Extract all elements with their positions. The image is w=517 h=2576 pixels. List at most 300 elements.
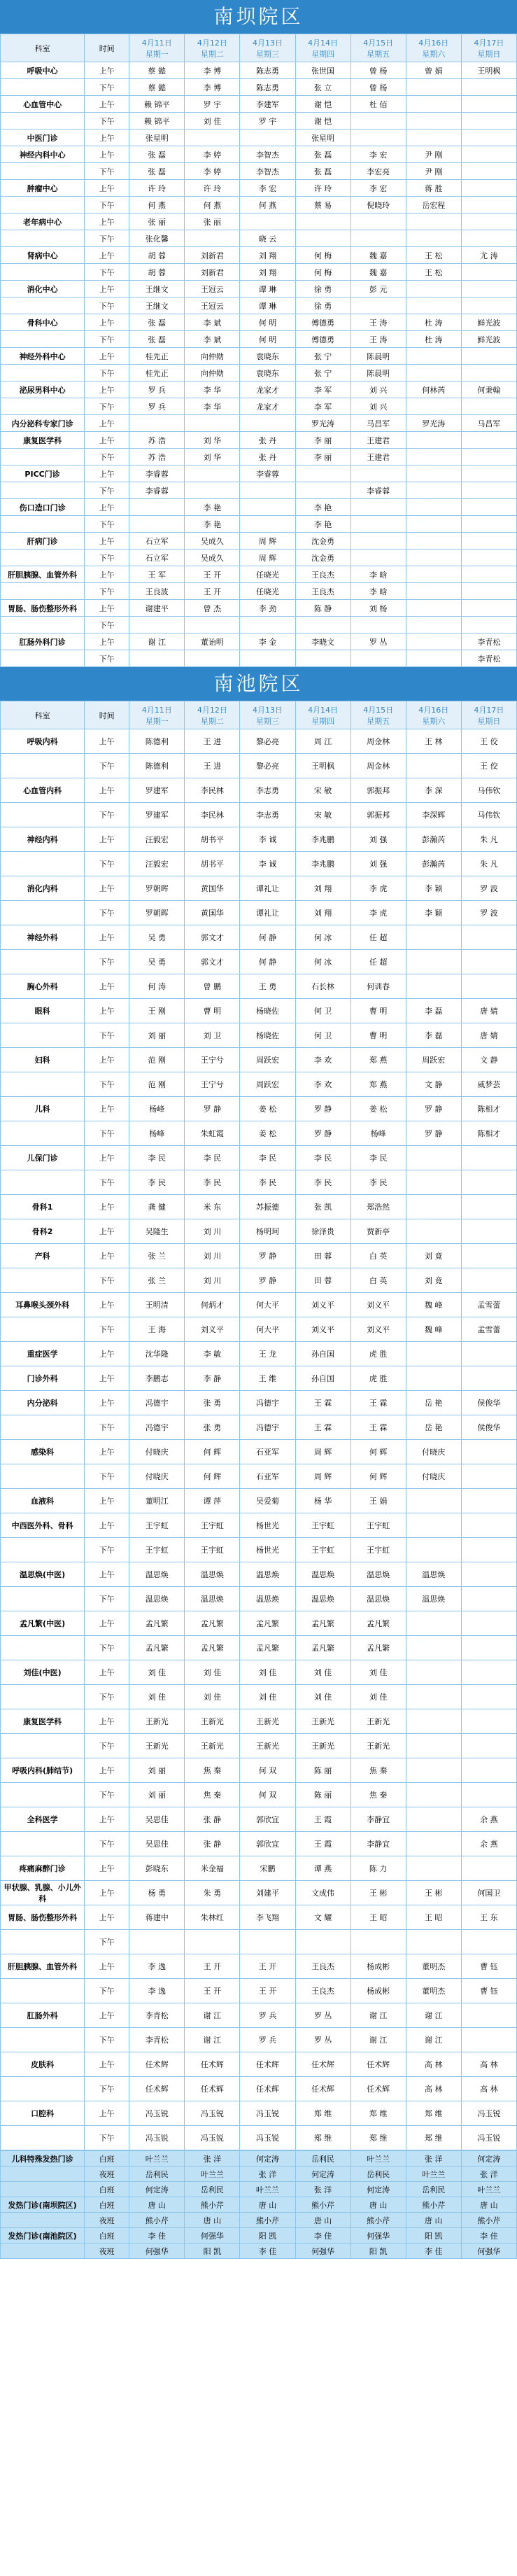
doctor-cell: 冯德宇 bbox=[129, 1415, 185, 1440]
time-cell: 上午 bbox=[85, 1611, 129, 1636]
time-cell: 上午 bbox=[85, 2052, 129, 2077]
doctor-cell: 张 洋 bbox=[406, 2151, 461, 2166]
doctor-cell: 李 敏 bbox=[185, 1342, 240, 1366]
doctor-cell: 曹 明 bbox=[185, 999, 240, 1023]
doctor-cell bbox=[461, 1538, 516, 1562]
time-cell: 下午 bbox=[85, 1464, 129, 1489]
doctor-cell bbox=[406, 550, 461, 566]
doctor-cell: 彭瀚芮 bbox=[406, 827, 461, 852]
doctor-cell: 何强华 bbox=[461, 2244, 516, 2259]
time-cell: 上午 bbox=[85, 1489, 129, 1513]
doctor-cell: 龙家才 bbox=[240, 398, 295, 415]
doctor-cell: 桂先正 bbox=[129, 348, 185, 365]
doctor-cell: 杨世光 bbox=[240, 1513, 295, 1538]
doctor-cell: 何 双 bbox=[240, 1783, 295, 1807]
time-cell: 下午 bbox=[85, 550, 129, 566]
department-cell bbox=[1, 1783, 85, 1807]
doctor-cell: 李晓文 bbox=[295, 634, 350, 650]
time-cell: 上午 bbox=[85, 1440, 129, 1464]
doctor-cell: 张 丽 bbox=[185, 214, 240, 230]
doctor-cell: 王 昭 bbox=[350, 1905, 406, 1930]
doctor-cell: 王 龙 bbox=[240, 1342, 295, 1366]
department-cell: 肿瘤中心 bbox=[1, 180, 85, 197]
doctor-cell: 罗 丛 bbox=[350, 634, 406, 650]
doctor-cell bbox=[406, 925, 461, 950]
doctor-cell bbox=[406, 600, 461, 617]
department-cell bbox=[1, 803, 85, 827]
doctor-cell: 赖 锦平 bbox=[129, 96, 185, 113]
doctor-cell: 桂先正 bbox=[129, 365, 185, 382]
doctor-cell: 王 海 bbox=[129, 1317, 185, 1342]
department-cell: 口腔科 bbox=[1, 2101, 85, 2126]
time-cell: 上午 bbox=[85, 2003, 129, 2028]
doctor-cell: 李兆鹏 bbox=[295, 827, 350, 852]
schedule-row bbox=[1, 146, 517, 163]
doctor-cell: 付晓庆 bbox=[129, 1464, 185, 1489]
schedule-row bbox=[1, 516, 517, 533]
doctor-cell: 谢 江 bbox=[129, 634, 185, 650]
doctor-cell: 李 静 bbox=[185, 1366, 240, 1391]
doctor-cell: 许 玲 bbox=[129, 180, 185, 197]
time-cell: 下午 bbox=[85, 2077, 129, 2101]
department-cell bbox=[1, 950, 85, 974]
time-cell: 上午 bbox=[85, 566, 129, 583]
doctor-cell: 龚 健 bbox=[129, 1195, 185, 1219]
doctor-cell: 曾 娟 bbox=[406, 62, 461, 79]
doctor-cell: 罗朝晖 bbox=[129, 901, 185, 925]
doctor-cell bbox=[406, 566, 461, 583]
doctor-cell: 唐 山 bbox=[240, 2197, 295, 2213]
department-cell bbox=[1, 1170, 85, 1195]
doctor-cell: 刘新君 bbox=[185, 247, 240, 264]
doctor-cell: 冯玉锐 bbox=[185, 2126, 240, 2150]
doctor-cell bbox=[461, 482, 516, 499]
doctor-cell: 叶兰兰 bbox=[129, 2151, 185, 2166]
doctor-cell bbox=[461, 465, 516, 482]
time-cell: 下午 bbox=[85, 1685, 129, 1709]
header-cell: 4月11日 星期一 bbox=[129, 34, 185, 62]
doctor-cell: 叶兰兰 bbox=[240, 2182, 295, 2197]
time-cell: 下午 bbox=[85, 1832, 129, 1856]
doctor-cell: 罗光涛 bbox=[295, 415, 350, 432]
doctor-cell: 付晓庆 bbox=[129, 1440, 185, 1464]
doctor-cell: 刘 佳 bbox=[240, 1660, 295, 1685]
schedule-row bbox=[1, 1562, 517, 1587]
schedule-row bbox=[1, 1072, 517, 1097]
doctor-cell: 叶兰兰 bbox=[461, 2182, 516, 2197]
department-cell bbox=[1, 1464, 85, 1489]
doctor-cell: 李民林 bbox=[185, 778, 240, 803]
department-cell bbox=[1, 398, 85, 415]
time-cell: 上午 bbox=[85, 634, 129, 650]
doctor-cell bbox=[406, 617, 461, 634]
doctor-cell: 李鹏志 bbox=[129, 1366, 185, 1391]
doctor-cell: 孙自国 bbox=[295, 1366, 350, 1391]
doctor-cell: 马昌军 bbox=[461, 415, 516, 432]
doctor-cell bbox=[461, 1660, 516, 1685]
doctor-cell: 张 立 bbox=[295, 79, 350, 96]
department-cell: 肛肠外科 bbox=[1, 2003, 85, 2028]
doctor-cell: 高 林 bbox=[406, 2077, 461, 2101]
doctor-cell: 曹 钰 bbox=[461, 1979, 516, 2003]
doctor-cell: 许 玲 bbox=[185, 180, 240, 197]
schedule-row bbox=[1, 827, 517, 852]
doctor-cell: 张 兰 bbox=[129, 1244, 185, 1268]
doctor-cell: 王宁兮 bbox=[185, 1072, 240, 1097]
doctor-cell: 任术辉 bbox=[129, 2077, 185, 2101]
doctor-cell bbox=[461, 1219, 516, 1244]
time-cell: 夜班 bbox=[85, 2166, 129, 2182]
doctor-cell bbox=[461, 163, 516, 180]
doctor-cell: 冯玉锐 bbox=[461, 2126, 516, 2150]
doctor-cell: 孟凡繁 bbox=[185, 1636, 240, 1660]
department-cell: 骨科1 bbox=[1, 1195, 85, 1219]
department-cell: 胸心外科 bbox=[1, 974, 85, 999]
department-cell: 康复医学科 bbox=[1, 1709, 85, 1734]
doctor-cell: 何 辉 bbox=[350, 1440, 406, 1464]
campus-b-table bbox=[0, 701, 517, 2150]
doctor-cell: 王良杰 bbox=[295, 583, 350, 600]
department-cell bbox=[1, 2126, 85, 2150]
doctor-cell bbox=[461, 974, 516, 999]
doctor-cell bbox=[406, 533, 461, 550]
doctor-cell: 孟凡繁 bbox=[350, 1611, 406, 1636]
doctor-cell: 冯玉锐 bbox=[129, 2126, 185, 2150]
schedule-row bbox=[1, 113, 517, 130]
time-cell: 上午 bbox=[85, 1856, 129, 1881]
doctor-cell: 高 林 bbox=[406, 2052, 461, 2077]
doctor-cell bbox=[406, 1734, 461, 1758]
doctor-cell: 杨峰 bbox=[129, 1097, 185, 1121]
doctor-cell: 刘 丽 bbox=[129, 1023, 185, 1048]
doctor-cell: 文 耀 bbox=[295, 1905, 350, 1930]
time-cell: 下午 bbox=[85, 583, 129, 600]
doctor-cell: 王良波 bbox=[129, 583, 185, 600]
time-cell: 上午 bbox=[85, 96, 129, 113]
doctor-cell: 李 丽 bbox=[295, 432, 350, 449]
doctor-cell bbox=[129, 516, 185, 533]
schedule-row bbox=[1, 2228, 517, 2244]
department-cell: 甲状腺、乳腺、小儿外科 bbox=[1, 1881, 85, 1905]
doctor-cell: 冯玉锐 bbox=[461, 2101, 516, 2126]
time-cell: 下午 bbox=[85, 1783, 129, 1807]
doctor-cell: 李 磊 bbox=[406, 999, 461, 1023]
schedule-row bbox=[1, 1979, 517, 2003]
doctor-cell: 焦 秦 bbox=[185, 1783, 240, 1807]
doctor-cell: 谢 江 bbox=[350, 2003, 406, 2028]
doctor-cell: 余 燕 bbox=[461, 1807, 516, 1832]
department-cell: 呼吸内科(肺结节) bbox=[1, 1758, 85, 1783]
department-cell bbox=[1, 449, 85, 465]
doctor-cell: 李睿蓉 bbox=[240, 465, 295, 482]
department-cell bbox=[1, 1587, 85, 1611]
time-cell: 上午 bbox=[85, 432, 129, 449]
schedule-row bbox=[1, 1268, 517, 1293]
doctor-cell: 吴思佳 bbox=[129, 1807, 185, 1832]
doctor-cell bbox=[185, 617, 240, 634]
doctor-cell: 王建君 bbox=[350, 432, 406, 449]
doctor-cell: 杨明珂 bbox=[240, 1219, 295, 1244]
doctor-cell: 张 磊 bbox=[295, 163, 350, 180]
doctor-cell: 李青松 bbox=[461, 634, 516, 650]
doctor-cell: 王 霖 bbox=[295, 1415, 350, 1440]
doctor-cell: 焦 秦 bbox=[350, 1758, 406, 1783]
time-cell: 下午 bbox=[85, 298, 129, 314]
doctor-cell: 温思焕 bbox=[406, 1562, 461, 1587]
doctor-cell: 岳利民 bbox=[350, 2166, 406, 2182]
doctor-cell: 罗 静 bbox=[240, 1268, 295, 1293]
doctor-cell: 周金林 bbox=[350, 754, 406, 778]
doctor-cell: 李睿蓉 bbox=[129, 482, 185, 499]
doctor-cell: 刘义平 bbox=[295, 1293, 350, 1317]
doctor-cell: 沈金勇 bbox=[295, 550, 350, 566]
time-cell: 下午 bbox=[85, 516, 129, 533]
department-cell bbox=[1, 230, 85, 247]
time-cell: 上午 bbox=[85, 130, 129, 146]
department-cell bbox=[1, 264, 85, 281]
doctor-cell: 何定涛 bbox=[295, 2166, 350, 2182]
doctor-cell: 刘 杨 bbox=[350, 600, 406, 617]
doctor-cell: 孟凡繁 bbox=[350, 1636, 406, 1660]
schedule-row bbox=[1, 999, 517, 1023]
doctor-cell bbox=[461, 180, 516, 197]
doctor-cell: 叶兰兰 bbox=[350, 2151, 406, 2166]
department-cell bbox=[1, 1685, 85, 1709]
doctor-cell: 威梦芸 bbox=[461, 1072, 516, 1097]
doctor-cell: 谢建平 bbox=[129, 600, 185, 617]
department-cell: 心血管内科 bbox=[1, 778, 85, 803]
time-cell: 白班 bbox=[85, 2182, 129, 2197]
schedule-row bbox=[1, 1415, 517, 1440]
doctor-cell bbox=[240, 617, 295, 634]
time-cell: 上午 bbox=[85, 1219, 129, 1244]
schedule-row bbox=[1, 96, 517, 113]
time-cell: 上午 bbox=[85, 382, 129, 398]
doctor-cell: 赖 锦平 bbox=[129, 113, 185, 130]
doctor-cell: 李 晗 bbox=[350, 583, 406, 600]
doctor-cell: 李 博 bbox=[185, 62, 240, 79]
doctor-cell: 王 昭 bbox=[406, 1905, 461, 1930]
doctor-cell bbox=[185, 465, 240, 482]
doctor-cell: 唐 婧 bbox=[461, 999, 516, 1023]
doctor-cell: 孟雪蕾 bbox=[461, 1293, 516, 1317]
time-cell: 上午 bbox=[85, 1807, 129, 1832]
department-cell: 骨科2 bbox=[1, 1219, 85, 1244]
doctor-cell bbox=[406, 465, 461, 482]
doctor-cell: 王 娟 bbox=[350, 1489, 406, 1513]
doctor-cell bbox=[240, 214, 295, 230]
doctor-cell: 曾 鹏 bbox=[185, 974, 240, 999]
doctor-cell: 李 宏 bbox=[240, 180, 295, 197]
doctor-cell: 李 艳 bbox=[295, 516, 350, 533]
doctor-cell bbox=[461, 1366, 516, 1391]
doctor-cell: 熊小芹 bbox=[129, 2213, 185, 2228]
department-cell bbox=[1, 331, 85, 348]
doctor-cell: 高 林 bbox=[461, 2052, 516, 2077]
doctor-cell: 任 超 bbox=[350, 950, 406, 974]
department-cell: 神经外科中心 bbox=[1, 348, 85, 365]
schedule-row bbox=[1, 499, 517, 516]
doctor-cell: 谢 江 bbox=[185, 2028, 240, 2052]
doctor-cell: 吴 勇 bbox=[129, 950, 185, 974]
doctor-cell: 任术辉 bbox=[185, 2052, 240, 2077]
doctor-cell bbox=[461, 950, 516, 974]
doctor-cell: 周跃宏 bbox=[240, 1072, 295, 1097]
doctor-cell: 任术辉 bbox=[295, 2077, 350, 2101]
doctor-cell: 李 艳 bbox=[185, 499, 240, 516]
department-cell bbox=[1, 482, 85, 499]
doctor-cell: 李 欢 bbox=[295, 1072, 350, 1097]
doctor-cell bbox=[350, 650, 406, 667]
department-cell bbox=[1, 2213, 85, 2228]
doctor-cell: 田 蓉 bbox=[295, 1244, 350, 1268]
department-cell bbox=[1, 2028, 85, 2052]
doctor-cell bbox=[350, 214, 406, 230]
doctor-cell: 尤 涛 bbox=[461, 247, 516, 264]
doctor-cell bbox=[461, 197, 516, 214]
doctor-cell: 王 进 bbox=[185, 754, 240, 778]
schedule-row bbox=[1, 1048, 517, 1072]
doctor-cell bbox=[461, 533, 516, 550]
schedule-row bbox=[1, 600, 517, 617]
doctor-cell: 温思焕 bbox=[185, 1587, 240, 1611]
schedule-row bbox=[1, 331, 517, 348]
doctor-cell bbox=[461, 1636, 516, 1660]
doctor-cell: 刘 翔 bbox=[295, 876, 350, 901]
doctor-cell bbox=[406, 950, 461, 974]
doctor-cell bbox=[406, 1219, 461, 1244]
doctor-cell: 何林芮 bbox=[406, 382, 461, 398]
doctor-cell: 罗 静 bbox=[240, 1244, 295, 1268]
doctor-cell: 吴思佳 bbox=[129, 1832, 185, 1856]
doctor-cell: 刘 卫 bbox=[185, 1023, 240, 1048]
doctor-cell: 郑 维 bbox=[406, 2101, 461, 2126]
doctor-cell: 杨晓佐 bbox=[240, 1023, 295, 1048]
time-cell: 下午 bbox=[85, 1268, 129, 1293]
doctor-cell bbox=[129, 499, 185, 516]
schedule-row bbox=[1, 901, 517, 925]
doctor-cell bbox=[461, 214, 516, 230]
time-cell: 上午 bbox=[85, 180, 129, 197]
doctor-cell: 阳 凯 bbox=[350, 2244, 406, 2259]
doctor-cell: 黄国华 bbox=[185, 876, 240, 901]
doctor-cell: 苏振德 bbox=[240, 1195, 295, 1219]
doctor-cell: 姜 松 bbox=[350, 1097, 406, 1121]
doctor-cell: 白 英 bbox=[350, 1244, 406, 1268]
schedule-row bbox=[1, 617, 517, 634]
doctor-cell: 李 婷 bbox=[185, 146, 240, 163]
doctor-cell: 李 劲 bbox=[240, 600, 295, 617]
doctor-cell bbox=[129, 415, 185, 432]
doctor-cell bbox=[461, 79, 516, 96]
doctor-cell bbox=[240, 130, 295, 146]
doctor-cell bbox=[461, 1195, 516, 1219]
time-cell: 下午 bbox=[85, 197, 129, 214]
doctor-cell bbox=[350, 230, 406, 247]
doctor-cell: 何 燕 bbox=[240, 197, 295, 214]
doctor-cell: 文 静 bbox=[461, 1048, 516, 1072]
department-cell: 耳鼻喉头颈外科 bbox=[1, 1293, 85, 1317]
doctor-cell: 苏 浩 bbox=[129, 432, 185, 449]
doctor-cell: 李智杰 bbox=[240, 163, 295, 180]
doctor-cell: 李志勇 bbox=[240, 778, 295, 803]
schedule-row bbox=[1, 1293, 517, 1317]
doctor-cell: 郭文才 bbox=[185, 925, 240, 950]
schedule-row bbox=[1, 1244, 517, 1268]
schedule-row bbox=[1, 180, 517, 197]
schedule-row bbox=[1, 264, 517, 281]
campus-a-title: 南坝院区 bbox=[0, 0, 517, 34]
doctor-cell: 何 明 bbox=[240, 331, 295, 348]
doctor-cell: 任术辉 bbox=[350, 2052, 406, 2077]
doctor-cell: 何 卫 bbox=[295, 1023, 350, 1048]
doctor-cell: 温思焕 bbox=[240, 1562, 295, 1587]
doctor-cell bbox=[295, 1930, 350, 1954]
doctor-cell: 李 佳 bbox=[129, 2228, 185, 2244]
doctor-cell: 张 磊 bbox=[129, 146, 185, 163]
doctor-cell: 王宁兮 bbox=[185, 1048, 240, 1072]
department-cell: 眼科 bbox=[1, 999, 85, 1023]
doctor-cell: 徐 勇 bbox=[295, 298, 350, 314]
doctor-cell: 王 开 bbox=[185, 583, 240, 600]
doctor-cell: 彭晓东 bbox=[129, 1856, 185, 1881]
doctor-cell: 李 金 bbox=[240, 634, 295, 650]
doctor-cell: 董明杰 bbox=[406, 1954, 461, 1979]
doctor-cell: 刘 华 bbox=[185, 432, 240, 449]
doctor-cell: 刘 兴 bbox=[350, 398, 406, 415]
doctor-cell: 王新光 bbox=[129, 1734, 185, 1758]
doctor-cell: 何国卫 bbox=[461, 1881, 516, 1905]
department-cell: 肾病中心 bbox=[1, 247, 85, 264]
header-cell: 4月15日 星期五 bbox=[350, 34, 406, 62]
doctor-cell: 高 林 bbox=[461, 2077, 516, 2101]
doctor-cell bbox=[461, 230, 516, 247]
doctor-cell: 周金林 bbox=[350, 729, 406, 754]
doctor-cell: 刘 佳 bbox=[185, 113, 240, 130]
doctor-cell bbox=[406, 1538, 461, 1562]
doctor-cell: 张 磊 bbox=[129, 163, 185, 180]
doctor-cell: 李智杰 bbox=[240, 146, 295, 163]
schedule-row bbox=[1, 382, 517, 398]
doctor-cell: 刘 翔 bbox=[240, 264, 295, 281]
doctor-cell: 晓 云 bbox=[240, 230, 295, 247]
doctor-cell bbox=[185, 1930, 240, 1954]
doctor-cell: 冯德宇 bbox=[240, 1415, 295, 1440]
doctor-cell bbox=[240, 650, 295, 667]
schedule-row bbox=[1, 1611, 517, 1636]
doctor-cell: 罗朝晖 bbox=[129, 876, 185, 901]
schedule-row bbox=[1, 729, 517, 754]
doctor-cell: 罗 静 bbox=[295, 1121, 350, 1146]
doctor-cell bbox=[350, 113, 406, 130]
doctor-cell: 陈 力 bbox=[350, 1856, 406, 1881]
doctor-cell: 李 民 bbox=[129, 1170, 185, 1195]
doctor-cell: 唐 山 bbox=[295, 2213, 350, 2228]
doctor-cell bbox=[240, 499, 295, 516]
doctor-cell bbox=[406, 583, 461, 600]
doctor-cell: 刘 丽 bbox=[129, 1783, 185, 1807]
doctor-cell bbox=[406, 432, 461, 449]
time-cell: 上午 bbox=[85, 1954, 129, 1979]
doctor-cell: 刘 兴 bbox=[350, 382, 406, 398]
doctor-cell bbox=[295, 650, 350, 667]
doctor-cell bbox=[461, 617, 516, 634]
doctor-cell: 张 凯 bbox=[295, 1195, 350, 1219]
doctor-cell: 王冠云 bbox=[185, 281, 240, 298]
doctor-cell: 李 民 bbox=[185, 1146, 240, 1170]
doctor-cell: 宋 敏 bbox=[295, 803, 350, 827]
doctor-cell: 王继文 bbox=[129, 281, 185, 298]
